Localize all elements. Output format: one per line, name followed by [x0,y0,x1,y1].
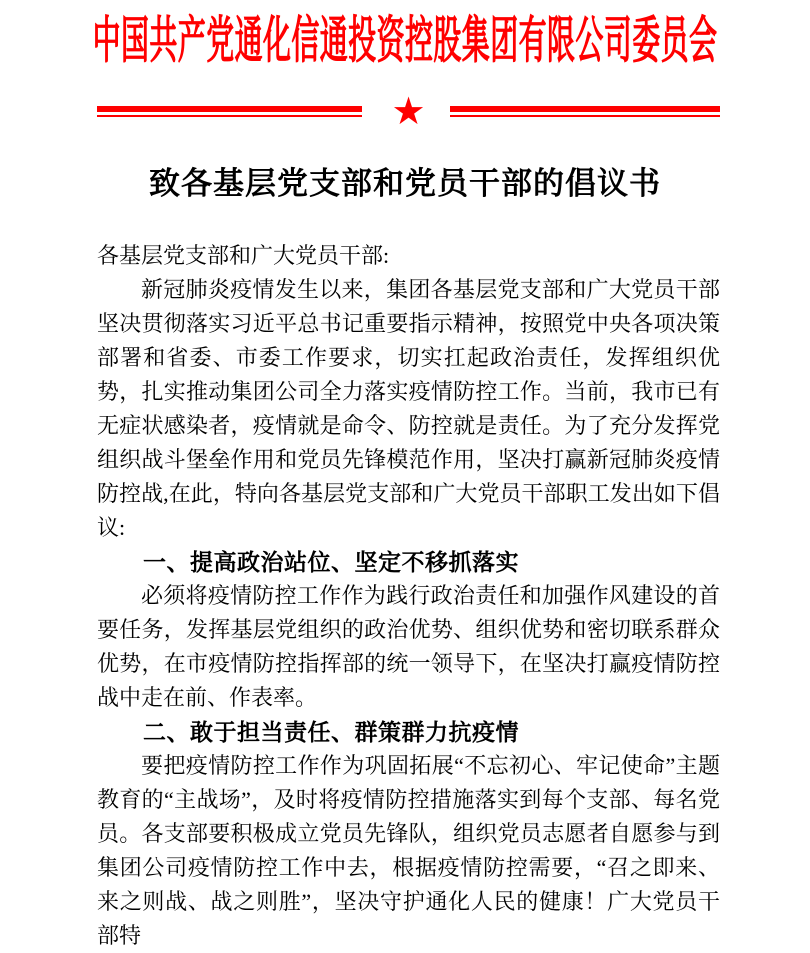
salutation: 各基层党支部和广大党员干部: [97,243,390,268]
section-heading-1: 一、提高政治站位、坚定不移抓落实 [143,549,519,575]
org-masthead-title: 中国共产党通化信通投资控股集团有限公司委员会 [92,14,718,70]
paragraph-3: 要把疫情防控工作作为巩固拓展“不忘初心、牢记使命”主题教育的“主战场”，及时将疫情防控措施落实到每个支部、每名党员。各支部要积极成立党员先锋队，组织党员志愿者自愿参与到集团公司疫情防控工作中去，根据疫情防控需要，“召之即来、来之则战、战之则胜”，坚决守护通化人民的健康！广大党员干部特 [97,753,720,948]
paragraph-1: 新冠肺炎疫情发生以来，集团各基层党支部和广大党员干部坚决贯彻落实习近平总书记重要指示精神，按照党中央各项决策部署和省委、市委工作要求，切实扛起政治责任，发挥组织优势，扎实推动集团公司全力落实疫情防控工作。当前，我市已有无症状感染者，疫情就是命令、防控就是责任。为了充分发挥党组织战斗堡垒作用和党员先锋模范作用，坚决打赢新冠肺炎疫情防控战,在此，特向各基层党支部和广大党员干部职工发出如下倡议: [97,277,720,540]
document-title: 致各基层党支部和党员干部的倡议书 [149,166,661,201]
divider-line-right [450,106,720,117]
masthead-divider [97,89,720,133]
document-body [97,239,720,953]
divider-line-left [97,106,362,117]
star-icon: ★ [391,89,426,133]
paragraph-2: 必须将疫情防控工作作为践行政治责任和加强作风建设的首要任务，发挥基层党组织的政治优势、组织优势和密切联系群众优势，在市疫情防控指挥部的统一领导下，在坚决打赢疫情防控战中走在前、作表率。 [97,583,720,710]
section-heading-2: 二、敢于担当责任、群策群力抗疫情 [143,719,519,745]
